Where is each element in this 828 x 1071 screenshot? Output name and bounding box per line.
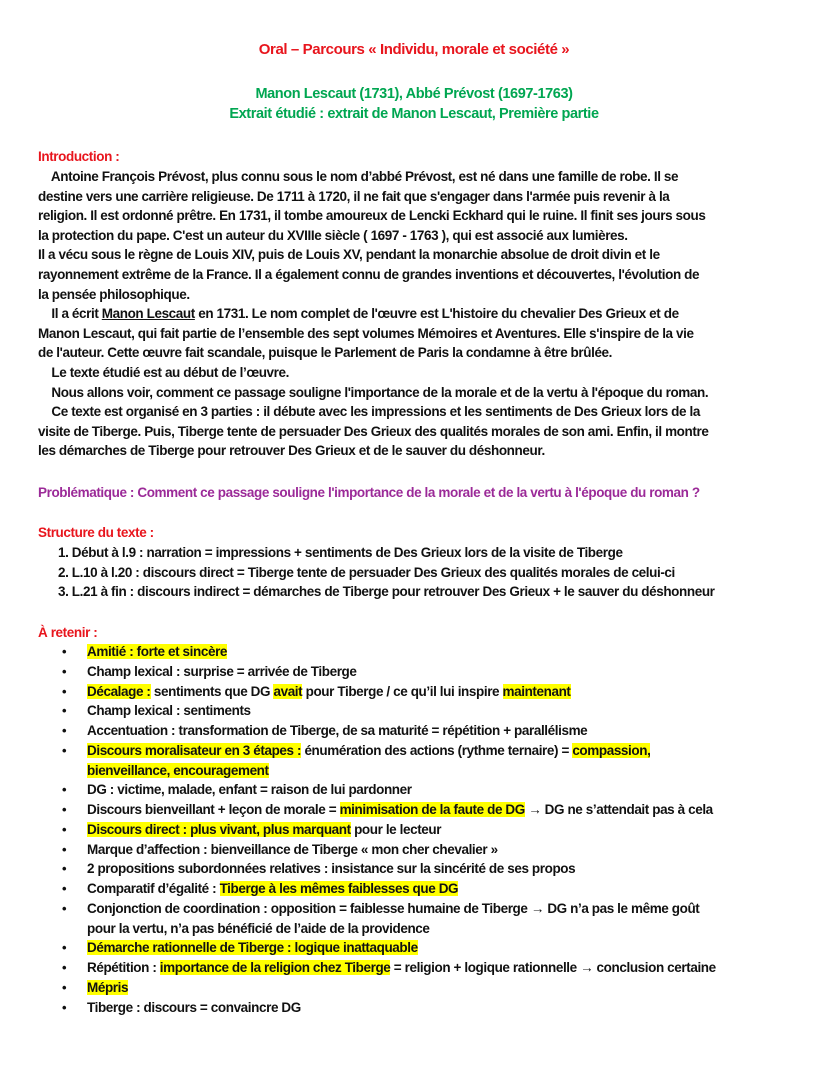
text-segment: Nous allons voir, comment ce passage souligne l'importance de la morale et de la vertu à l'époque du roman.: [38, 384, 709, 400]
intro-line: [38, 441, 545, 460]
text-segment: Champ lexical : surprise = arrivée de Tiberge: [87, 663, 357, 679]
intro-line: [38, 206, 705, 225]
text-segment: Il a vécu sous le règne de Louis XIV, puis de Louis XV, pendant la monarchie absolue de droit divin et le: [38, 247, 660, 263]
text-segment: pour Tiberge / ce qu’il lui inspire: [302, 683, 503, 699]
text-segment: la pensée philosophique.: [38, 286, 190, 302]
highlighted-text: compassion,: [572, 742, 651, 758]
text-segment: 2 propositions subordonnées relatives : insistance sur la sincérité de ses propos: [87, 861, 576, 877]
text-segment: Il a écrit: [38, 306, 102, 322]
text-segment: destine vers une carrière religieuse. De 1711 à 1720, il ne fait que s'engager dans l'armée puis revenir à la: [38, 188, 670, 204]
retenir-item: [87, 938, 418, 957]
bullet-icon: •: [62, 821, 67, 837]
bullet-icon: •: [62, 900, 67, 916]
intro-line: [38, 167, 678, 186]
retenir-item: [87, 780, 412, 799]
bullet-icon: •: [62, 861, 67, 877]
intro-line: [38, 265, 699, 284]
intro-line: [38, 324, 694, 343]
retenir-item: [87, 879, 458, 898]
text-segment: Antoine François Prévost, plus connu sous le nom d’abbé Prévost, est né dans une famille de robe. Il se: [38, 169, 679, 184]
text-segment: = religion + logique rationnelle → conclusion certaine: [390, 960, 716, 975]
bullet-icon: •: [62, 940, 67, 956]
text-segment: Champ lexical : sentiments: [87, 703, 251, 719]
retenir-item: [87, 721, 587, 740]
retenir-item: [87, 800, 713, 819]
text-segment: pour le lecteur: [350, 821, 442, 837]
text-segment: Tiberge : discours = convaincre DG: [87, 999, 301, 1015]
text-segment: religion. Il est ordonné prêtre. En 1731, il tombe amoureux de Lencki Eckhard qui le ruine. Il finit ses jours sous: [38, 208, 706, 224]
text-segment: DG : victime, malade, enfant = raison de lui pardonner: [87, 782, 412, 798]
text-segment: Le texte étudié est au début de l’œuvre.: [38, 365, 289, 380]
text-segment: pour la vertu, n’a pas bénéficié de l’aide de la providence: [87, 920, 430, 936]
bullet-icon: •: [62, 960, 67, 975]
text-segment: → DG ne s’attendait pas à cela: [524, 802, 713, 817]
underlined-title: Manon Lescaut: [101, 306, 195, 322]
structure-heading: Structure du texte :: [38, 525, 154, 540]
retenir-heading: À retenir :: [38, 625, 98, 640]
text-segment: Comparatif d’égalité :: [87, 881, 220, 896]
highlighted-text: Discours moralisateur en 3 étapes :: [87, 742, 302, 758]
text-segment: énumération des actions (rythme ternaire) =: [301, 742, 573, 758]
structure-item: 1. Début à l.9 : narration = impressions + sentiments de Des Grieux lors de la visite de Tiberge: [58, 545, 623, 560]
document-title: Oral – Parcours « Individu, morale et société »: [258, 41, 570, 58]
highlighted-text: Décalage :: [87, 683, 151, 699]
text-segment: les démarches de Tiberge pour retrouver Des Grieux et de le sauver du déshonneur.: [38, 443, 545, 459]
retenir-item: [87, 642, 227, 661]
text-segment: Manon Lescaut, qui fait partie de l’ensemble des sept volumes Mémoires et Aventures. Elle s'inspire de la vie: [38, 325, 694, 341]
highlighted-text: Discours direct : plus vivant, plus marquant: [87, 821, 351, 837]
bullet-icon: •: [62, 841, 67, 857]
intro-line: [38, 245, 660, 264]
retenir-item: [87, 998, 301, 1017]
text-segment: de l'auteur. Cette œuvre fait scandale, puisque le Parlement de Paris la condamne à être brûlée.: [38, 345, 613, 361]
highlighted-text: bienveillance, encouragement: [87, 762, 269, 778]
intro-line: [38, 383, 708, 402]
bullet-icon: •: [62, 999, 67, 1015]
bullet-icon: •: [62, 881, 67, 896]
retenir-item: [87, 859, 575, 878]
bullet-icon: •: [62, 782, 67, 798]
text-segment: visite de Tiberge. Puis, Tiberge tente de persuader Des Grieux des qualités morales de son ami. Enfin, il montre: [38, 423, 709, 439]
text-segment: Ce texte est organisé en 3 parties : il débute avec les impressions et les sentiments de Des Grieux lors de la: [38, 404, 700, 420]
retenir-item: [87, 741, 650, 760]
bullet-icon: •: [62, 683, 67, 699]
intro-line: [38, 343, 612, 362]
retenir-item: [87, 840, 498, 859]
bullet-icon: •: [62, 979, 67, 995]
text-segment: la protection du pape. C'est un auteur du XVIIIe siècle ( 1697 - 1763 ), qui est associé aux lumières.: [38, 227, 628, 243]
bullet-icon: •: [62, 703, 67, 719]
highlighted-text: maintenant: [502, 683, 571, 699]
structure-item: 2. L.10 à l.20 : discours direct = Tiberge tente de persuader Des Grieux des qualités morales de celui-ci: [58, 564, 675, 580]
bullet-icon: •: [62, 723, 67, 738]
text-segment: Discours bienveillant + leçon de morale =: [87, 802, 340, 817]
retenir-item: [87, 919, 430, 938]
bullet-icon: •: [62, 644, 67, 659]
intro-line: [38, 304, 679, 323]
highlighted-text: Tiberge à les mêmes faiblesses que DG: [219, 881, 459, 896]
highlighted-text: importance de la religion chez Tiberge: [159, 960, 391, 975]
intro-line: [38, 363, 289, 382]
text-segment: Marque d’affection : bienveillance de Tiberge « mon cher chevalier »: [87, 841, 498, 857]
document-subtitle: Manon Lescaut (1731), Abbé Prévost (1697-1763): [255, 86, 573, 102]
intro-line: [38, 226, 628, 245]
highlighted-text: Amitié : forte et sincère: [87, 644, 228, 659]
highlighted-text: minimisation de la faute de DG: [339, 802, 525, 817]
text-segment: en 1731. Le nom complet de l'œuvre est L'histoire du chevalier Des Grieux et de: [194, 306, 679, 322]
highlighted-text: Mépris: [87, 979, 129, 995]
text-segment: rayonnement extrême de la France. Il a également connu de grandes inventions et découvertes, l'évolution de: [38, 267, 700, 282]
problematique: Problématique : Comment ce passage souligne l'importance de la morale et de la vertu à l'époque du roman ?: [38, 485, 700, 500]
structure-item: 3. L.21 à fin : discours indirect = démarches de Tiberge pour retrouver Des Grieux + le sauver du déshonneur: [58, 584, 715, 600]
intro-line: [38, 187, 669, 206]
intro-line: [38, 285, 190, 304]
retenir-item: [87, 958, 716, 977]
introduction-heading: Introduction :: [38, 149, 120, 164]
bullet-icon: •: [62, 663, 67, 679]
intro-line: [38, 422, 708, 441]
retenir-item: [87, 899, 699, 918]
retenir-item: [87, 978, 128, 997]
highlighted-text: avait: [273, 683, 303, 699]
extract-subtitle: Extrait étudié : extrait de Manon Lescaut, Première partie: [229, 106, 599, 122]
retenir-item: [87, 820, 441, 839]
text-segment: sentiments que DG: [150, 683, 274, 699]
text-segment: Répétition :: [87, 960, 160, 975]
retenir-item: [87, 761, 269, 780]
highlighted-text: Démarche rationnelle de Tiberge : logique inattaquable: [87, 940, 418, 956]
intro-line: [38, 402, 700, 421]
retenir-item: [87, 662, 357, 681]
bullet-icon: •: [62, 742, 67, 758]
text-segment: Accentuation : transformation de Tiberge, de sa maturité = répétition + parallélisme: [87, 723, 588, 738]
bullet-icon: •: [62, 802, 67, 817]
text-segment: Conjonction de coordination : opposition = faiblesse humaine de Tiberge → DG n’a pas le même goût: [87, 900, 700, 916]
retenir-item: [87, 701, 251, 720]
retenir-item: [87, 682, 571, 701]
